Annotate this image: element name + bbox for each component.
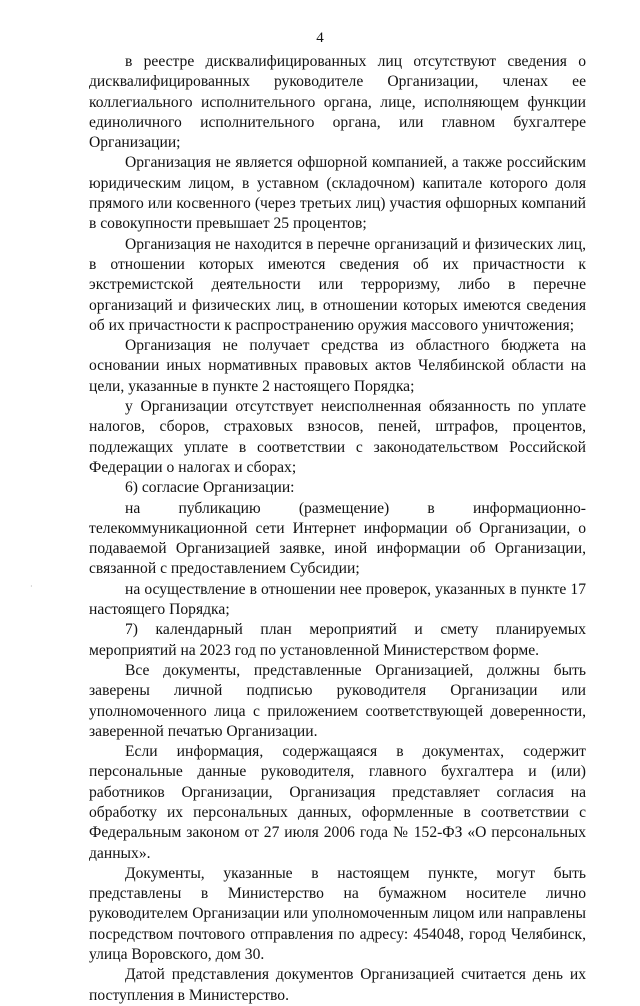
paragraph-consent-inspections: на осуществление в отношении нее проверок, указанных в пункте 17 настоящего Порядка; xyxy=(89,580,586,619)
paragraph-disqualified-persons: в реестре дисквалифицированных лиц отсутствуют сведения о дисквалифицированных руководителе Организации, членах ее коллегиального исполнительного органа, лице, исполняющем функции единоличного исполнительного органа, или главном бухгалтере Организации; xyxy=(89,53,586,152)
paragraph-certification: Все документы, представленные Организацией, должны быть заверены личной подписью руководителя Организации или уполномоченного лица с приложением соответствующей доверенности, заверенной печатью Организации. xyxy=(89,661,586,740)
document-body xyxy=(89,52,586,1006)
paragraph-tax-obligations: у Организации отсутствует неисполненная обязанность по уплате налогов, сборов, страховых взносов, пеней, штрафов, процентов, подлежащих уплате в соответствии с законодательством Российской Федерации о налогах и сборах; xyxy=(89,398,586,476)
paragraph-consent-publication: на публикацию (размещение) в информационно-телекоммуникационной сети Интернет информации об Организации, о подаваемой Организацией заявке, иной информации об Организации, связанной с предоставлением Субсидии; xyxy=(89,499,586,578)
paragraph-budget-funds: Организация не получает средства из областного бюджета на основании иных нормативных правовых актов Челябинской области на цели, указанные в пункте 2 настоящего Порядка; xyxy=(89,337,586,395)
page-number: 4 xyxy=(316,30,324,46)
paragraph-extremism-list: Организация не находится в перечне организаций и физических лиц, в отношении которых имеются сведения об их причастности к экстремистской деятельности или терроризму, либо в перечне организаций и физических лиц, в отношении которых имеются сведения об их причастности к распространению оружия массового уничтожения; xyxy=(89,235,586,334)
margin-mark: · xyxy=(30,582,33,591)
paragraph-offshore: Организация не является офшорной компанией, а также российским юридическим лицом, в уставном (складочном) капитале которого доля прямого или косвенного (через третьих лиц) участия офшорных компаний в совокупности превышает 25 процентов; xyxy=(89,154,586,233)
paragraph-personal-data: Если информация, содержащаяся в документах, содержит персональные данные руководителя, главного бухгалтера и (или) работников Организации, Организация представляет согласия на обработку их персональных данных, оформленные в соответствии с Федеральным законом от 27 июля 2006 года № 152-ФЗ «О персональных данных». xyxy=(89,743,586,862)
paragraph-submission-date: Датой представления документов Организацией считается день их поступления в Министерство. xyxy=(89,966,586,1004)
paragraph-calendar-plan: 7) календарный план мероприятий и смету планируемых мероприятий на 2023 год по установленной Министерством форме. xyxy=(89,621,586,659)
paragraph-consent-heading: 6) согласие Организации: xyxy=(125,479,295,497)
paragraph-submission: Документы, указанные в настоящем пункте, могут быть представлены в Министерство на бумажном носителе лично руководителем Организации или уполномоченным лицом или направлены посредством почтового отправления по адресу: 454048, город Челябинск, улица Воровского, дом 30. xyxy=(89,864,586,964)
